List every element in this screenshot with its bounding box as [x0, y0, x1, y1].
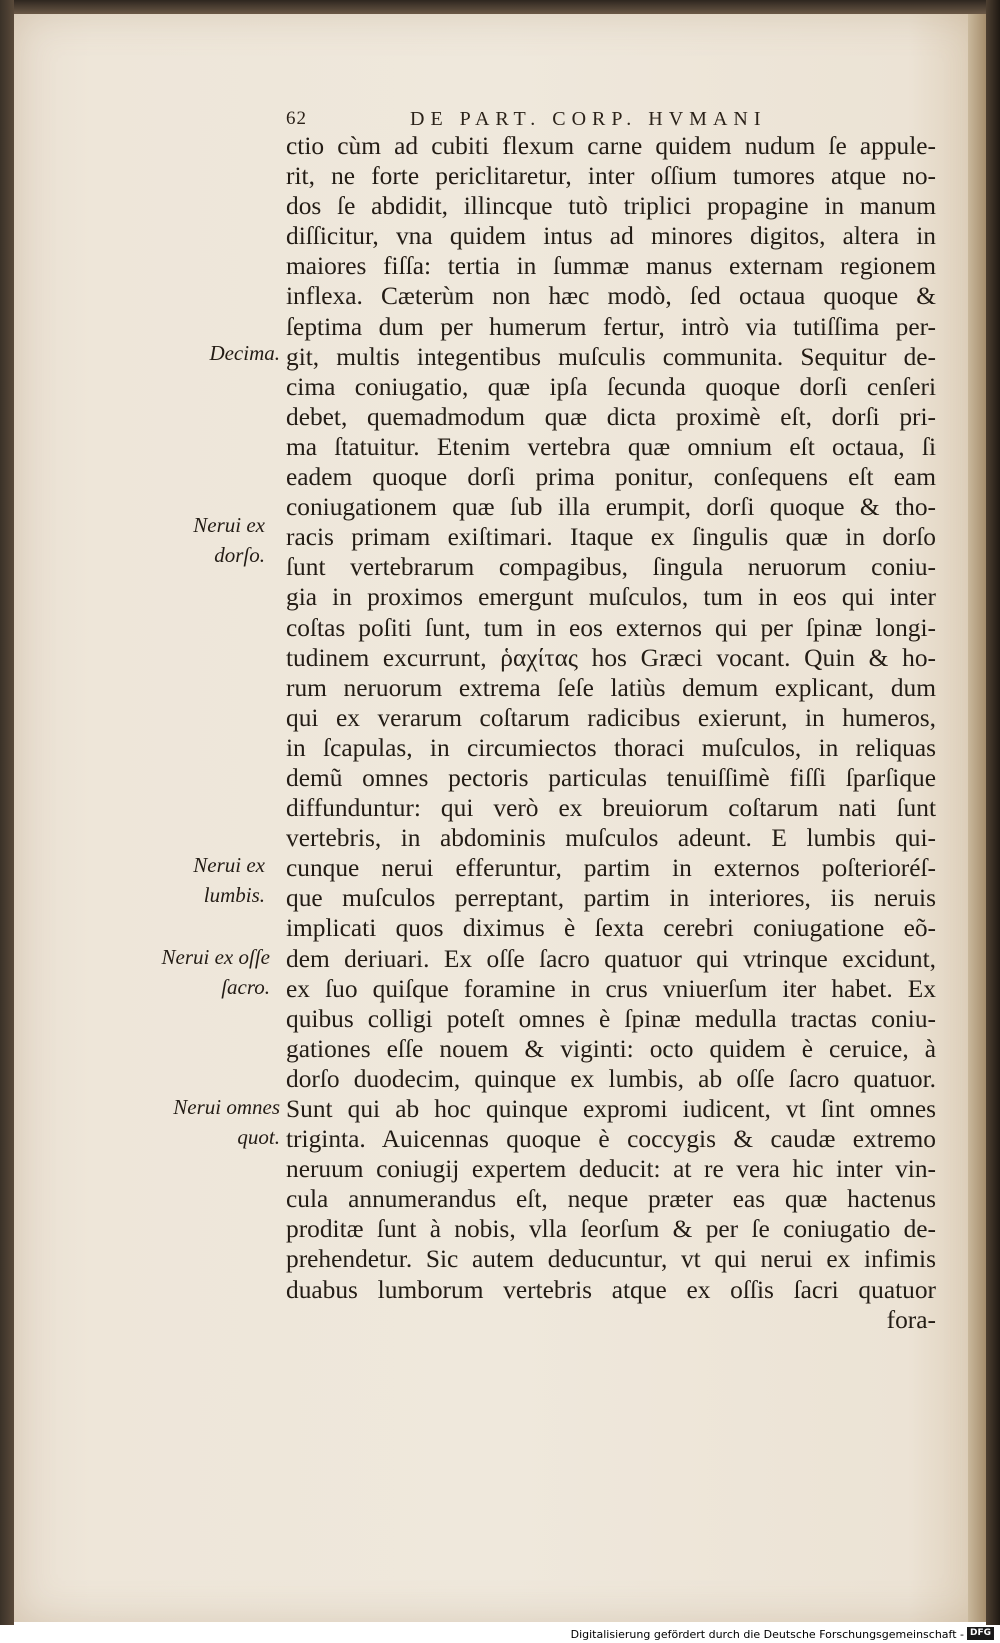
text-line: eadem quoque dorſi prima ponitur, conſequens eſt eam: [286, 463, 936, 492]
text-line: duabus lumborum vertebris atque ex oſſis ſacri quatuor: [286, 1275, 936, 1304]
text-line: qui ex verarum coſtarum radicibus exierunt, in humeros,: [286, 703, 936, 732]
text-line: gia in proximos emergunt muſculos, tum in eos qui inter: [286, 583, 936, 612]
text-line: triginta. Auicennas quoque è coccygis & caudæ extremo: [286, 1125, 936, 1154]
scan-border-right: [986, 0, 1000, 1625]
scan-border-top: [0, 0, 1000, 14]
text-line: dorſo duodecim, quinque ex lumbis, ab oſſe ſacro quatuor.: [286, 1064, 936, 1093]
page-number: 62: [286, 108, 307, 129]
text-line: gationes eſſe nouem & viginti: octo quidem è ceruice, à: [286, 1034, 936, 1063]
margin-note-lumbis: Nerui ex lumbis.: [193, 853, 265, 907]
body-text: [286, 131, 936, 1335]
text-line: dos ſe abdidit, illincque tutò triplici propagine in manum: [286, 192, 936, 221]
text-line: fora-: [886, 1305, 936, 1334]
text-line: inflexa. Cæterùm non hæc modò, ſed octaua quoque &: [286, 282, 936, 311]
text-line: ma ſtatuitur. Etenim vertebra quæ omnium eſt octaua, ſi: [286, 432, 936, 461]
running-title: DE PART. CORP. HVMANI: [410, 108, 767, 130]
margin-note-decima: Decima.: [209, 341, 280, 365]
text-line: coſtas poſiti ſunt, tum in eos externos qui per ſpinæ longi-: [286, 613, 936, 642]
text-line: neruum coniugij expertem deducit: at re vera hic inter vin-: [286, 1155, 936, 1184]
text-line: quibus colligi poteſt omnes è ſpinæ medulla tractas coniu-: [286, 1004, 936, 1033]
text-line: ctio cùm ad cubiti flexum carne quidem nudum ſe appule-: [286, 132, 936, 160]
text-line: git, multis integentibus muſculis communita. Sequitur de-: [286, 342, 936, 371]
text-line: rum neruorum extrema ſeſe latiùs demum explicant, dum: [286, 673, 936, 702]
text-line: ſunt vertebrarum compagibus, ſingula neruorum coniu-: [286, 553, 936, 582]
text-line: dem deriuari. Ex oſſe ſacro quatuor qui vtrinque excidunt,: [286, 944, 936, 973]
margin-note-omnes-quot: Nerui omnes quot.: [173, 1095, 280, 1149]
text-line: cima coniugatio, quæ ipſa ſecunda quoque dorſi cenſeri: [286, 372, 936, 401]
scan-border-left: [0, 0, 14, 1625]
margin-note-dorso: Nerui ex dorſo.: [193, 513, 265, 567]
text-line: prehendetur. Sic autem deducuntur, vt qui nerui ex infimis: [286, 1245, 936, 1274]
margin-note-osse-sacro: Nerui ex oſſe ſacro.: [161, 945, 270, 999]
text-line: demũ omnes pectoris particulas tenuiſſimè fiſſi ſparſique: [286, 763, 936, 792]
binding-edge: [968, 14, 986, 1622]
footer-credit: Digitalisierung gefördert durch die Deutsche Forschungsgemeinschaft -: [570, 1628, 964, 1641]
dfg-logo: DFG: [967, 1627, 994, 1640]
text-line: racis primam exiſtimari. Itaque ex ſingulis quæ in dorſo: [286, 523, 936, 552]
text-line: Sunt qui ab hoc quinque expromi iudicent, vt ſint omnes: [286, 1095, 936, 1123]
text-line: que muſculos perreptant, partim in interiores, iis neruis: [286, 884, 936, 913]
text-line: debet, quemadmodum quæ dicta proximè eſt, dorſi pri-: [286, 402, 936, 431]
text-line: rit, ne forte periclitaretur, inter oſſium tumores atque no-: [286, 162, 936, 191]
text-line: maiores fiſſa: tertia in ſummæ manus externam regionem: [286, 252, 936, 281]
text-line: coniugationem quæ ſub illa erumpit, dorſi quoque & tho-: [286, 493, 936, 522]
text-line: diſſicitur, vna quidem intus ad minores digitos, altera in: [286, 222, 936, 251]
text-line: ex ſuo quiſque foramine in crus vniuerſum iter habet. Ex: [286, 974, 936, 1003]
text-line: proditæ ſunt à nobis, vlla ſeorſum & per ſe coniugatio de-: [286, 1215, 936, 1244]
text-line: vertebris, in abdominis muſculos adeunt. E lumbis qui-: [286, 824, 936, 853]
text-line: ſeptima dum per humerum fertur, intrò via tutiſſima per-: [286, 312, 936, 341]
text-line: tudinem excurrunt, ῥαχίτας hos Græci vocant. Quin & ho-: [286, 643, 936, 672]
text-line: diffunduntur: qui verò ex breuiorum coſtarum nati ſunt: [286, 794, 936, 823]
text-line: implicati quos diximus è ſexta cerebri coniugatione eõ-: [286, 914, 936, 943]
text-line: in ſcapulas, in circumiectos thoraci muſculos, in reliquas: [286, 733, 936, 762]
text-line: cunque nerui efferuntur, partim in externos poſterioréſ-: [286, 854, 936, 883]
text-line: cula annumerandus eſt, neque præter eas quæ hactenus: [286, 1185, 936, 1214]
